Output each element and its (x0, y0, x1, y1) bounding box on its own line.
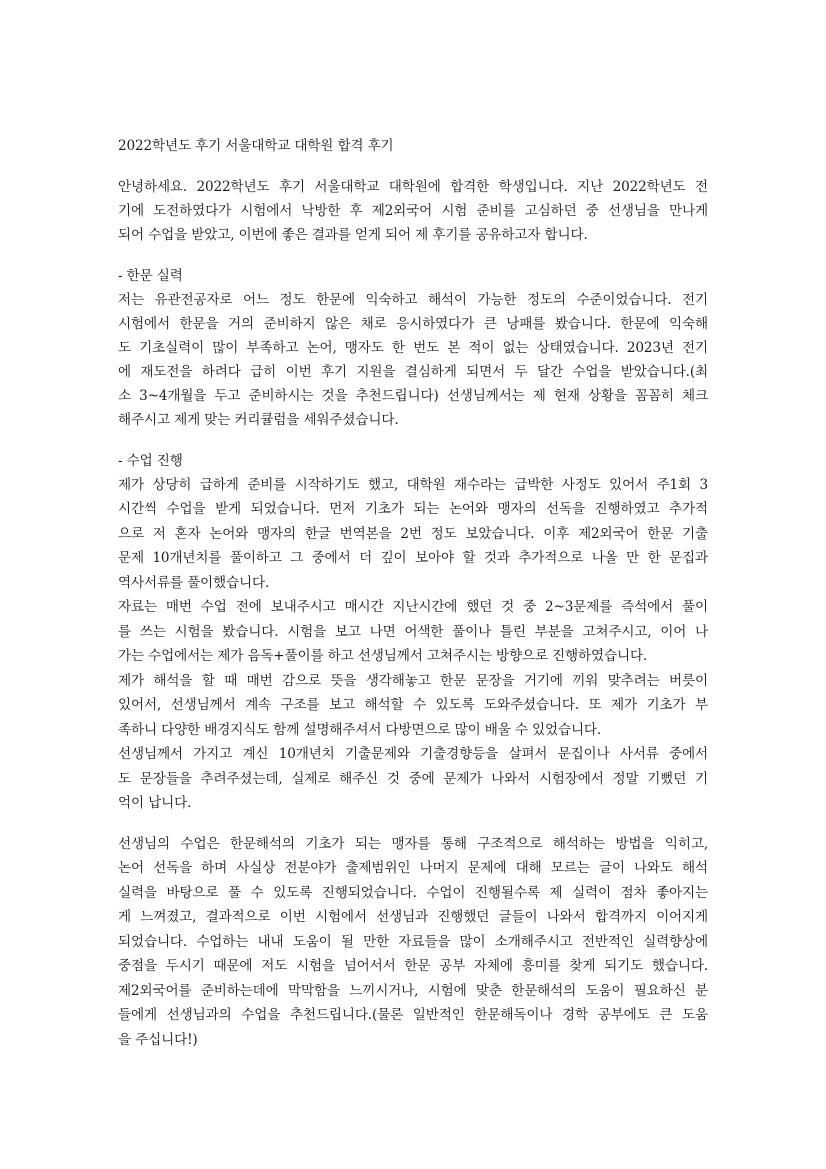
paragraph-line: 족하니 다양한 배경지식도 함께 설명해주셔서 다방면으로 많이 배울 수 있었습니다. (118, 722, 602, 738)
paragraph-line: 억이 납니다. (118, 795, 192, 811)
paragraph-line: 제2외국어를 준비하는데에 막막함을 느끼시거나, 시험에 맞춘 한문해석의 도움이 필요하신 분 (118, 983, 708, 999)
paragraph-line: 해주시고 제게 맞는 커리큘럼을 세워주셨습니다. (118, 412, 399, 428)
paragraph-line: 되어 수업을 받았고, 이번에 좋은 결과를 얻게 되어 제 후기를 공유하고자 합니다. (118, 227, 588, 243)
section-heading: - 수업 진행 (118, 453, 183, 469)
paragraph-line: 도 기초실력이 많이 부족하고 논어, 맹자도 한 번도 본 적이 없는 상태였습니다. 2023년 전기 (118, 340, 708, 356)
paragraph-line: 기에 도전하였다가 시험에서 낙방한 후 제2외국어 시험 준비를 고심하던 중 선생님을 만나게 (118, 203, 708, 219)
paragraph-line: 문제 10개년치를 풀이하고 그 중에서 더 깊이 보아야 할 것과 추가적으로 나올 만 한 문집과 (118, 550, 708, 566)
document-title: 2022학년도 후기 서울대학교 대학원 합격 후기 (118, 138, 394, 154)
paragraph-line: 소 3~4개월을 두고 준비하시는 것을 추천드립니다) 선생님께서는 제 현재 상황을 꼼꼼히 체크 (118, 388, 708, 404)
paragraph-line: 를 쓰는 시험을 봤습니다. 시험을 보고 나면 어색한 풀이나 틀린 부분을 고쳐주시고, 이어 나 (118, 624, 708, 640)
paragraph-line: 선생님께서 가지고 계신 10개년치 기출문제와 기출경향등을 살펴서 문집이나 사서류 중에서 (118, 746, 708, 762)
paragraph-line: 저는 유관전공자로 어느 정도 한문에 익숙하고 해석이 가능한 정도의 수준이었습니다. 전기 (118, 292, 708, 308)
paragraph-line: 실력을 바탕으로 풀 수 있도록 진행되었습니다. 수업이 진행될수록 제 실력이 점차 좋아지는 (118, 885, 708, 901)
paragraph-line: 들에게 선생님과의 수업을 추천드립니다.(물론 일반적인 한문해독이나 경학 공부에도 큰 도움 (118, 1007, 708, 1023)
paragraph-line: 있어서, 선생님께서 계속 구조를 보고 해석할 수 있도록 도와주셨습니다. 또 제가 기초가 부 (118, 697, 708, 713)
paragraph-line: 되었습니다. 수업하는 내내 도움이 될 만한 자료들을 많이 소개해주시고 전반적인 실력향상에 (118, 934, 708, 950)
paragraph-line: 안녕하세요. 2022학년도 후기 서울대학교 대학원에 합격한 학생입니다. 지난 2022학년도 전 (118, 179, 708, 195)
paragraph-line: 선생님의 수업은 한문해석의 기초가 되는 맹자를 통해 구조적으로 해석하는 방법을 익히고, (118, 836, 708, 852)
paragraph-line: 으로 저 혼자 논어와 맹자의 한글 번역본을 2번 정도 보았습니다. 이후 제2외국어 한문 기출 (118, 526, 708, 542)
paragraph-line: 논어 선독을 하며 사실상 전분야가 출제범위인 나머지 문제에 대해 모르는 글이 나와도 해석 (118, 860, 708, 876)
paragraph-line: 에 재도전을 하려다 급히 이번 후기 지원을 결심하게 되면서 두 달간 수업을 받았습니다.(최 (118, 364, 708, 380)
paragraph-line: 시간씩 수업을 받게 되었습니다. 먼저 기초가 되는 논어와 맹자의 선독을 진행하였고 추가적 (118, 501, 708, 517)
section-heading: - 한문 실력 (118, 268, 183, 284)
paragraph-line: 가는 수업에서는 제가 음독+풀이를 하고 선생님께서 고쳐주시는 방향으로 진행하였습니다. (118, 648, 648, 664)
paragraph-line: 자료는 매번 수업 전에 보내주시고 매시간 지난시간에 했던 것 중 2~3문제를 즉석에서 풀이 (118, 599, 708, 615)
paragraph-line: 도 문장들을 추려주셨는데, 실제로 해주신 것 중에 문제가 나와서 시험장에서 정말 기뻤던 기 (118, 771, 708, 787)
paragraph-line: 중점을 두시기 때문에 저도 시험을 넘어서서 한문 공부 자체에 흥미를 찾게 되기도 했습니다. (118, 958, 708, 974)
paragraph-line: 을 주십니다!) (118, 1032, 198, 1048)
paragraph-line: 게 느껴졌고, 결과적으로 이번 시험에서 선생님과 진행했던 글들이 나와서 합격까지 이어지게 (118, 909, 708, 925)
paragraph-line: 제가 상당히 급하게 준비를 시작하기도 했고, 대학원 재수라는 급박한 사정도 있어서 주1회 3 (118, 477, 708, 493)
paragraph-line: 역사서류를 풀이했습니다. (118, 575, 270, 591)
paragraph-line: 시험에서 한문을 거의 준비하지 않은 채로 응시하였다가 큰 낭패를 봤습니다. 한문에 익숙해 (118, 316, 708, 332)
paragraph-line: 제가 해석을 할 때 매번 감으로 뜻을 생각해놓고 한문 문장을 거기에 끼워 맞추려는 버릇이 (118, 673, 708, 689)
